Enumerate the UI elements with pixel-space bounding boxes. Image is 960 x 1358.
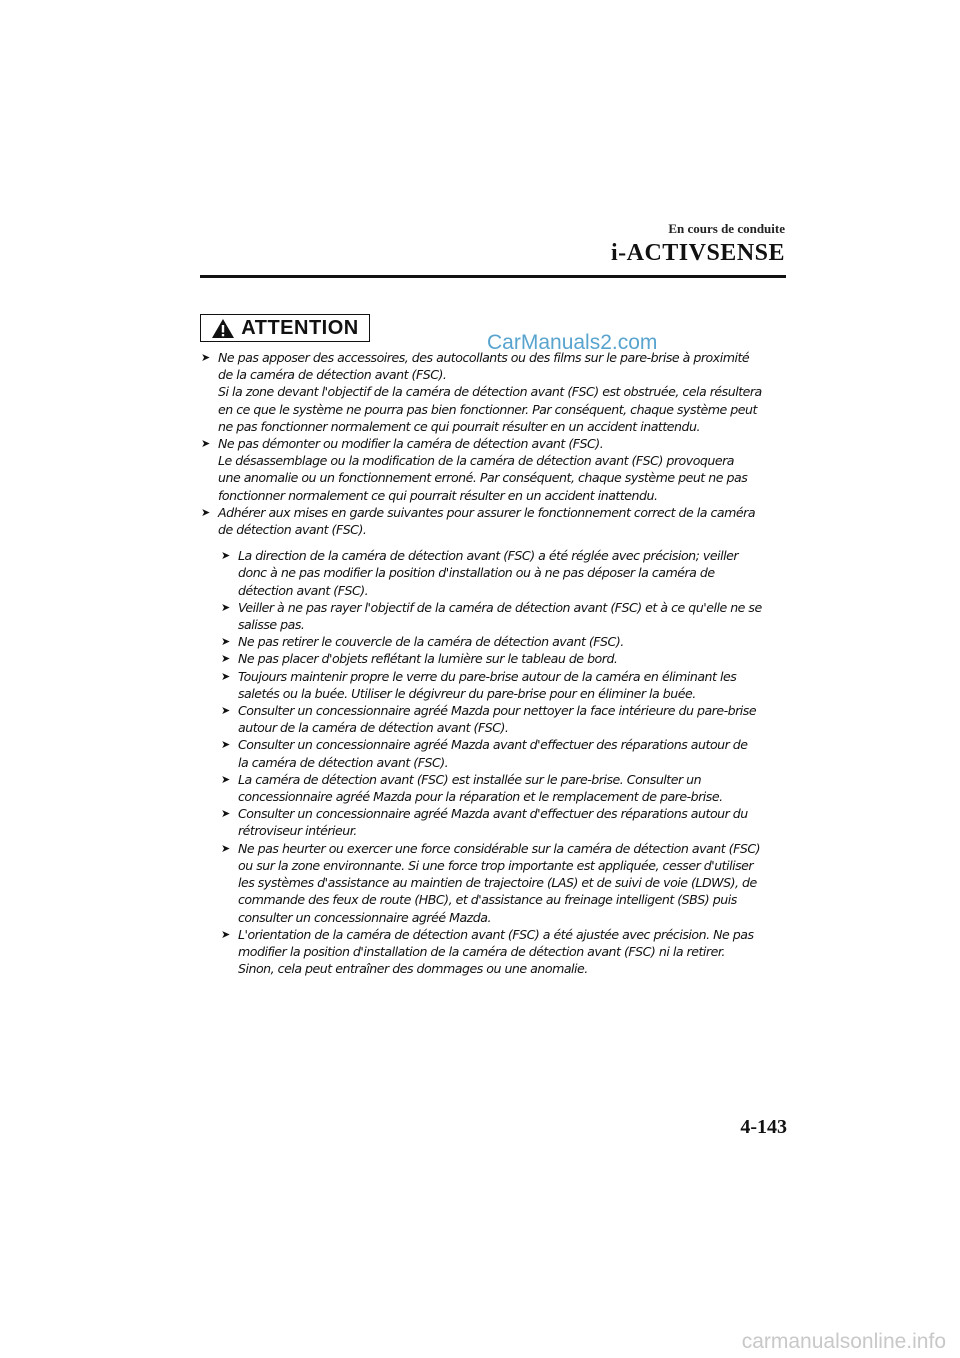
page-number: 4-143 [740,1116,787,1138]
warning-item [200,435,790,504]
bullet-text [238,547,790,599]
text-line: Toujours maintenir propre le verre du pare-brise autour de la caméra en éliminant les [238,668,737,684]
bullet-text [238,668,790,702]
chapter-title: i-ACTIVSENSE [610,240,785,266]
text-line: La caméra de détection avant (FSC) est installée sur le pare-brise. Consulter un [238,771,702,787]
bullet-arrow-icon: ➤ [201,437,210,451]
bullet-text [238,926,790,978]
sub-warning-item [220,771,790,805]
sub-warning-item [220,736,790,770]
bullet-arrow-icon: ➤ [221,600,230,614]
text-line: Consulter un concessionnaire agréé Mazda avant d'effectuer des réparations autour de [238,737,748,753]
sub-warning-item [220,840,790,926]
text-line: autour de la caméra de détection avant (FSC). [238,720,509,736]
warning-item [200,349,790,435]
warning-content [200,349,790,977]
text-line: Consulter un concessionnaire agréé Mazda avant d'effectuer des réparations autour du [238,806,748,822]
bullet-arrow-icon: ➤ [221,652,230,666]
text-line: Ne pas placer d'objets reflétant la lumière sur le tableau de bord. [238,651,618,667]
text-line: Ne pas apposer des accessoires, des autocollants ou des films sur le pare-brise à proximité [218,350,750,365]
text-line: La direction de la caméra de détection avant (FSC) a été réglée avec précision; veiller [238,548,739,564]
bullet-arrow-icon: ➤ [221,669,230,683]
bullet-arrow-icon: ➤ [201,351,210,364]
sub-warning-list [200,547,790,977]
bullet-text [238,702,790,736]
text-line: une anomalie ou un fonctionnement erroné. Par conséquent, chaque système peut ne pas [218,470,748,486]
attention-banner [200,314,370,342]
text-line: la caméra de détection avant (FSC). [238,754,449,770]
text-line: commande des feux de route (HBC), et d'assistance au freinage intelligent (SBS) puis [238,892,737,908]
bullet-text [238,771,790,805]
sub-warning-item [220,599,790,633]
text-line: ne pas fonctionner normalement ce qui pourrait résulter en un accident inattendu. [218,418,701,434]
bullet-arrow-icon: ➤ [221,807,230,821]
bullet-arrow-icon: ➤ [221,841,230,855]
bullet-arrow-icon: ➤ [201,505,210,519]
warning-item [200,504,790,538]
warning-list [200,349,790,538]
sub-warning-item [220,633,790,650]
text-line: Adhérer aux mises en garde suivantes pour assurer le fonctionnement correct de la caméra [218,504,756,520]
text-line: Ne pas démonter ou modifier la caméra de détection avant (FSC). [218,436,604,452]
text-line: L'orientation de la caméra de détection avant (FSC) a été ajustée avec précision. Ne pas [238,926,754,942]
watermark-top: CarManuals2.com [487,331,658,354]
sub-warning-item [220,547,790,599]
text-line: Ne pas heurter ou exercer une force considérable sur la caméra de détection avant (FSC) [238,840,761,856]
text-line: Consulter un concessionnaire agréé Mazda pour nettoyer la face intérieure du pare-brise [238,703,757,719]
bullet-text [218,349,790,435]
text-line: Le désassemblage ou la modification de la caméra de détection avant (FSC) provoquera [218,453,735,469]
text-line: en ce que le système ne pourra pas bien fonctionner. Par conséquent, chaque système peut [218,401,757,417]
bullet-arrow-icon: ➤ [221,738,230,752]
section-heading: En cours de conduite [668,221,785,236]
text-line: consulter un concessionnaire agréé Mazda. [238,909,492,925]
attention-label: ATTENTION [241,316,359,339]
text-line: Si la zone devant l'objectif de la caméra de détection avant (FSC) est obstruée, cela résultera [218,384,762,400]
header-divider [200,275,786,278]
text-line: ou sur la zone environnante. Si une force trop importante est appliquée, cesser d'utiliser [238,857,754,873]
sub-warning-item [220,926,790,978]
sub-warning-item [220,650,790,667]
bullet-text [238,805,790,839]
text-line: de détection avant (FSC). [218,522,367,538]
text-line: de la caméra de détection avant (FSC). [218,367,447,383]
text-line: donc à ne pas modifier la position d'installation ou à ne pas déposer la caméra de [238,565,715,581]
bullet-text [238,633,790,650]
bullet-arrow-icon: ➤ [221,704,230,718]
text-line: Ne pas retirer le couvercle de la caméra de détection avant (FSC). [238,634,624,650]
bullet-arrow-icon: ➤ [221,927,230,941]
text-line: concessionnaire agréé Mazda pour la réparation et le remplacement de pare-brise. [238,789,723,805]
bullet-text [238,650,790,667]
text-line: les systèmes d'assistance au maintien de trajectoire (LAS) et de suivi de voie (LDWS), de [238,875,757,891]
text-line: détection avant (FSC). [238,582,369,598]
text-line: saletés ou la buée. Utiliser le dégivreur du pare-brise pour en éliminer la buée. [238,685,696,701]
bullet-arrow-icon: ➤ [221,549,230,563]
watermark-bottom: carmanualsonline.info [741,1330,946,1353]
warning-triangle-icon [211,318,235,339]
text-line: rétroviseur intérieur. [238,823,357,839]
text-line: Sinon, cela peut entraîner des dommages ou une anomalie. [238,961,588,977]
text-line: modifier la position d'installation de la caméra de détection avant (FSC) ni la retirer. [238,943,725,959]
bullet-text [238,840,790,926]
bullet-arrow-icon: ➤ [221,635,230,649]
bullet-text [218,435,790,504]
text-line: fonctionner normalement ce qui pourrait résulter en un accident inattendu. [218,487,658,503]
text-line: salisse pas. [238,617,305,633]
sub-warning-item [220,805,790,839]
text-line: Veiller à ne pas rayer l'objectif de la caméra de détection avant (FSC) et à ce qu'elle ne se [238,599,762,615]
sub-warning-item [220,702,790,736]
bullet-arrow-icon: ➤ [221,772,230,786]
bullet-text [218,504,790,538]
sub-warning-item [220,668,790,702]
bullet-text [238,599,790,633]
bullet-text [238,736,790,770]
